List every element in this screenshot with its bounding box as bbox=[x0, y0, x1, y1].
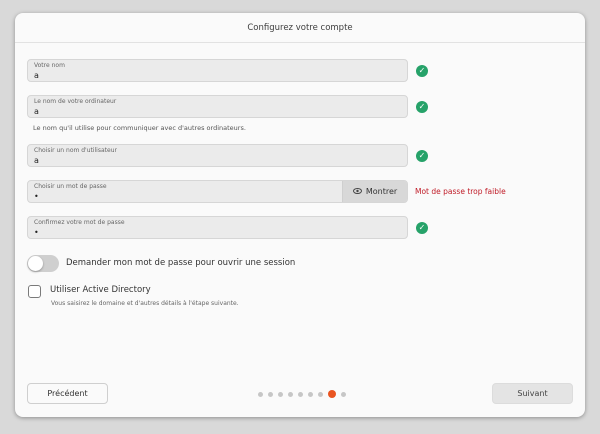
active-directory-checkbox[interactable] bbox=[28, 285, 41, 298]
username-field-label: Choisir un nom d'utilisateur bbox=[34, 147, 117, 154]
confirm-password-field[interactable] bbox=[27, 216, 408, 239]
name-field[interactable] bbox=[27, 59, 408, 82]
active-directory-label[interactable]: Utiliser Active Directory bbox=[50, 285, 151, 295]
window-title: Configurez votre compte bbox=[247, 22, 353, 33]
confirm-password-field-value: • bbox=[34, 228, 39, 237]
computer-name-field-value: a bbox=[34, 107, 39, 116]
computer-name-field-label: Le nom de votre ordinateur bbox=[34, 98, 117, 105]
setup-window bbox=[15, 13, 585, 417]
show-password-label: Montrer bbox=[365, 187, 398, 196]
password-field-value: • bbox=[34, 192, 39, 201]
username-field-value: a bbox=[34, 156, 39, 165]
step-dot-current bbox=[328, 390, 336, 398]
step-dot bbox=[258, 392, 263, 397]
step-dot bbox=[288, 392, 293, 397]
step-dot bbox=[268, 392, 273, 397]
password-field[interactable] bbox=[27, 180, 408, 203]
eye-icon bbox=[353, 187, 362, 196]
computer-name-field[interactable] bbox=[27, 95, 408, 118]
previous-button[interactable] bbox=[27, 383, 108, 404]
step-indicator bbox=[258, 390, 346, 398]
password-field-label: Choisir un mot de passe bbox=[34, 183, 107, 190]
step-dot bbox=[341, 392, 346, 397]
step-dot bbox=[308, 392, 313, 397]
toggle-knob bbox=[28, 256, 43, 271]
step-dot bbox=[278, 392, 283, 397]
previous-button-label: Précédent bbox=[47, 389, 88, 398]
name-field-value: a bbox=[34, 71, 39, 80]
window-titlebar bbox=[15, 13, 585, 43]
username-field[interactable] bbox=[27, 144, 408, 167]
check-circle-icon: ✓ bbox=[416, 150, 428, 162]
require-password-toggle[interactable] bbox=[27, 255, 59, 272]
next-button[interactable] bbox=[492, 383, 573, 404]
check-circle-icon: ✓ bbox=[416, 222, 428, 234]
next-button-label: Suivant bbox=[517, 389, 548, 398]
step-dot bbox=[318, 392, 323, 397]
step-dot bbox=[298, 392, 303, 397]
computer-name-hint: Le nom qu'il utilise pour communiquer avec d'autres ordinateurs. bbox=[33, 124, 246, 132]
show-password-button[interactable] bbox=[342, 181, 407, 202]
check-circle-icon: ✓ bbox=[416, 65, 428, 77]
require-password-label: Demander mon mot de passe pour ouvrir une session bbox=[66, 258, 296, 268]
check-circle-icon: ✓ bbox=[416, 101, 428, 113]
active-directory-hint: Vous saisirez le domaine et d'autres détails à l'étape suivante. bbox=[51, 300, 239, 307]
name-field-label: Votre nom bbox=[34, 62, 65, 69]
confirm-password-field-label: Confirmez votre mot de passe bbox=[34, 219, 125, 226]
password-strength-warning: Mot de passe trop faible bbox=[415, 187, 506, 196]
